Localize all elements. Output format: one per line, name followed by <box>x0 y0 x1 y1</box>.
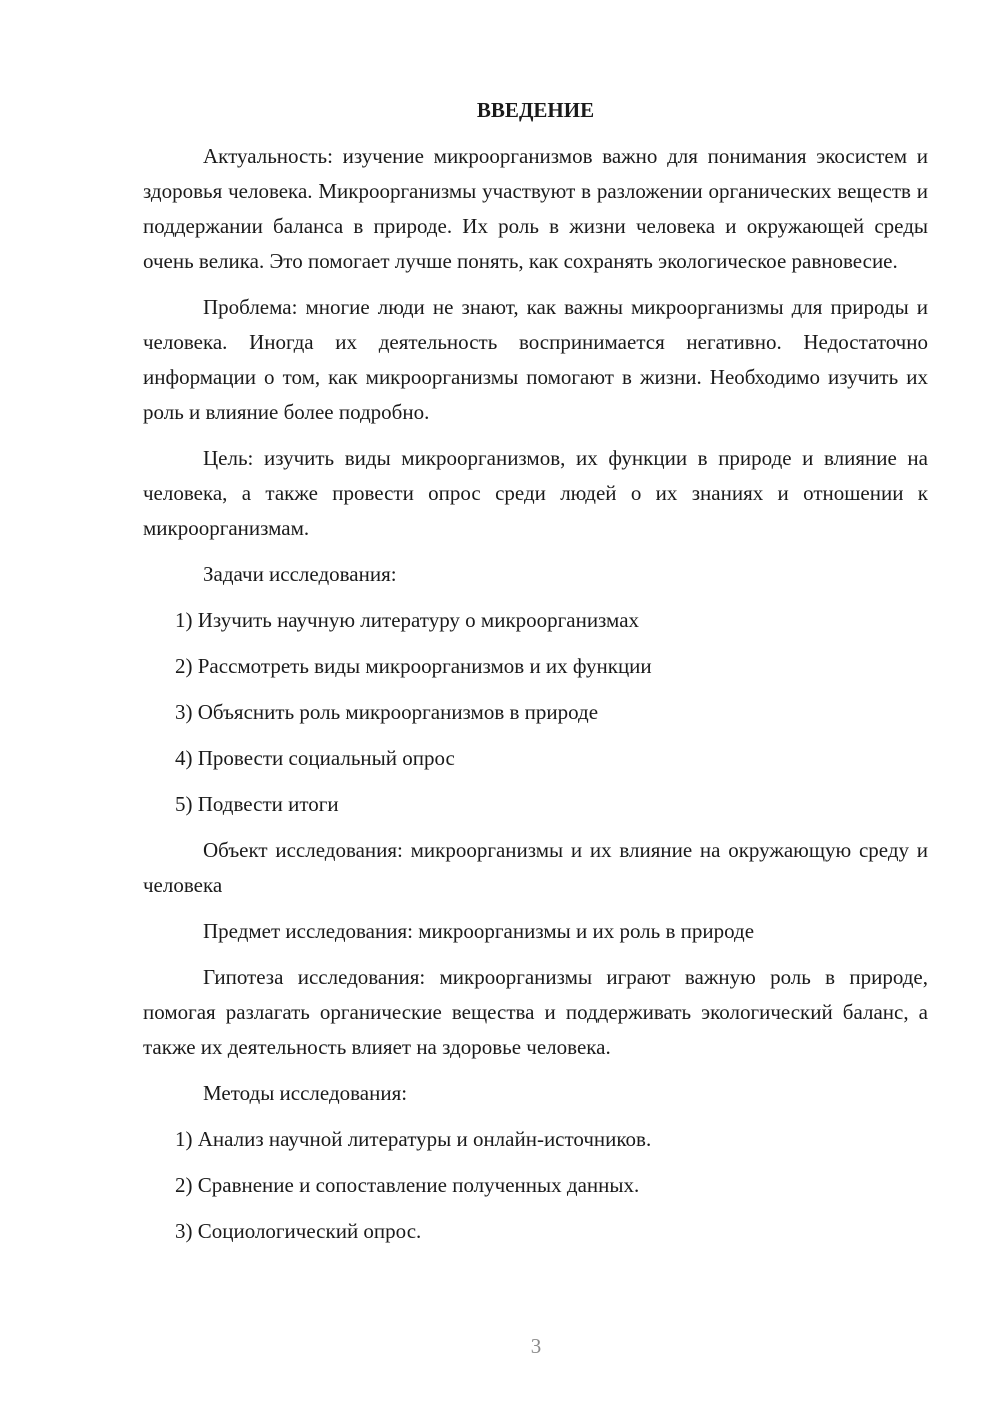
subject-paragraph: Предмет исследования: микроорганизмы и их роль в природе <box>203 919 755 943</box>
problem-paragraph: Проблема: многие люди не знают, как важны микроорганизмы для природы и человека. Иногда их деятельность воспринимается негативно. Недостаточно информации о том, как микроорганизмы помогают в жизни. Необходимо изучить их роль и влияние более подробно. <box>143 295 928 424</box>
hypothesis-paragraph: Гипотеза исследования: микроорганизмы играют важную роль в природе, помогая разлагать органические вещества и поддерживать экологический баланс, а также их деятельность влияет на здоровье человека. <box>143 965 928 1059</box>
page-content <box>143 94 928 1260</box>
object-paragraph: Объект исследования: микроорганизмы и их влияние на окружающую среду и человека <box>143 838 928 897</box>
method-item: 2) Сравнение и сопоставление полученных данных. <box>175 1173 640 1197</box>
methods-list <box>143 1122 928 1249</box>
task-item: 1) Изучить научную литературу о микроорганизмах <box>175 608 640 632</box>
task-item: 3) Объяснить роль микроорганизмов в природе <box>175 700 599 724</box>
methods-heading: Методы исследования: <box>203 1081 408 1105</box>
goal-paragraph: Цель: изучить виды микроорганизмов, их функции в природе и влияние на человека, а также провести опрос среди людей о их знаниях и отношении к микроорганизмам. <box>143 446 928 540</box>
tasks-heading: Задачи исследования: <box>203 562 397 586</box>
task-item: 4) Провести социальный опрос <box>175 746 455 770</box>
relevance-paragraph: Актуальность: изучение микроорганизмов важно для понимания экосистем и здоровья человека. Микроорганизмы участвуют в разложении органических веществ и поддержании баланса в природе. Их роль в жизни человека и окружающей среды очень велика. Это помогает лучше понять, как сохранять экологическое равновесие. <box>143 144 928 273</box>
section-title: ВВЕДЕНИЕ <box>476 98 595 122</box>
method-item: 1) Анализ научной литературы и онлайн-источников. <box>175 1127 652 1151</box>
page-number: 3 <box>530 1334 542 1358</box>
task-item: 5) Подвести итоги <box>175 792 339 816</box>
tasks-list <box>143 603 928 822</box>
method-item: 3) Социологический опрос. <box>175 1219 422 1243</box>
task-item: 2) Рассмотреть виды микроорганизмов и их функции <box>175 654 652 678</box>
